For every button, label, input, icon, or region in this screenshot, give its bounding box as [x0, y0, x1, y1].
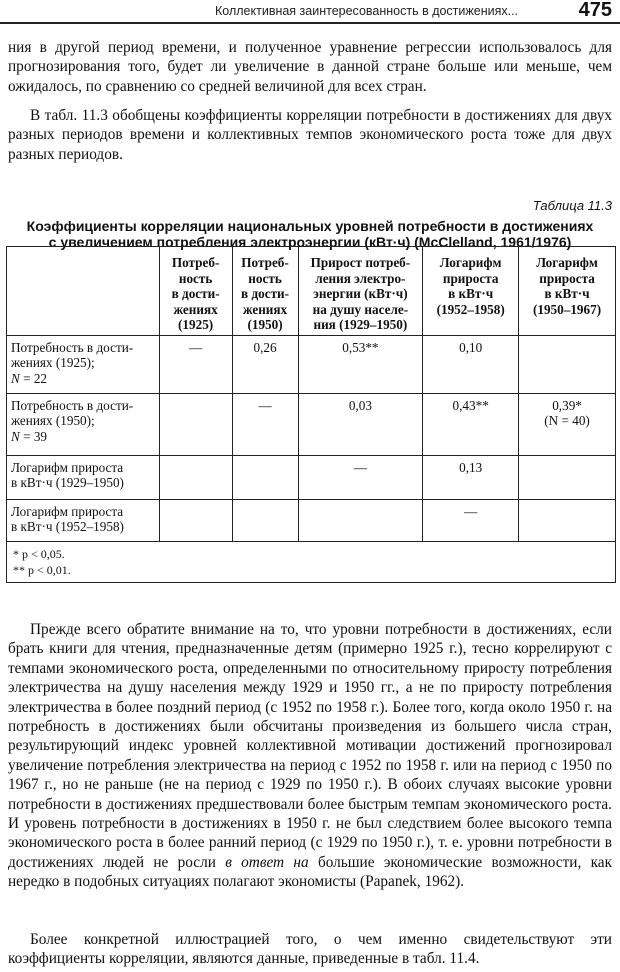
table-cell: 0,39* (N = 40)	[519, 393, 616, 455]
table-row	[7, 393, 616, 455]
table-cell	[519, 455, 616, 499]
header-cell-log-1950-1967: Логарифм прироста в кВт·ч (1950–1967)	[519, 247, 616, 336]
table-cell	[159, 455, 232, 499]
table-cell: —	[232, 393, 298, 455]
table-cell	[159, 499, 232, 541]
table-cell	[232, 455, 298, 499]
table-caption-line-2: с увеличением потребления электроэнергии (кВт·ч) (McClelland, 1961/1976)	[48, 234, 572, 250]
paragraph-3-part-b: большие экономические возможности, как нередко в подобных ситуациях полагают экономисты (Papanek, 1962).	[8, 853, 612, 891]
table-cell: —	[423, 499, 519, 541]
table-cell	[159, 393, 232, 455]
table-cell: 0,13	[423, 455, 519, 499]
paragraph-3	[8, 620, 612, 892]
paragraph-4: Более конкретной иллюстрацией того, о чем именно свидетельствуют эти коэффициенты корреляции, являются данные, приведенные в табл. 11.4.	[8, 931, 612, 968]
footnote: * p < 0,05.	[13, 546, 65, 561]
header-empty-cell	[7, 247, 160, 336]
page-number: 475	[578, 0, 612, 21]
table-row	[7, 499, 616, 541]
table-cell: 0,10	[423, 335, 519, 393]
table-cell: 0,26	[232, 335, 298, 393]
row-label-text: Потребность в дости- жениях (1950);	[11, 397, 134, 428]
row-n-label: N	[11, 428, 20, 444]
row-n-label: N	[11, 370, 20, 386]
table-cell	[298, 499, 423, 541]
running-header	[0, 0, 620, 28]
table-cell	[519, 335, 616, 393]
row-label: Логарифм прироста в кВт·ч (1929–1950)	[7, 455, 160, 499]
table-header-row	[7, 247, 616, 336]
row-label	[7, 335, 160, 393]
paragraph-3-part-a: Прежде всего обратите внимание на то, что уровни потребности в достижениях, если брать книги для чтения, предназначенные детям (примерно 1925 г.), тесно коррелируют с темпами экономического роста, определенными по относительному приросту потребления электричества на душу населения между 1929 и 1950 гг., а не по приросту потребления электричества в более поздний период (с 1952 по 1958 г.). Более того, когда около 1950 г. на потребность в достижениях были обсчитаны произведения из большего числа стран, результирующий индекс уровней коллективной мотивации достижений прогнозировал увеличение потребления электричества на период с 1952 по 1958 г. или на период с 1950 по 1967 г., но не раньше (не на период с 1929 по 1950 г.). В обоих случаях высокие уровни потребности в достижениях предшествовали более быстрым темпам экономического роста. И уровень потребности в достижениях в 1950 г. не был следствием более высокого темпа экономического роста в более ранний период (с 1929 по 1950 г.), т. е. уровни потребности в достижениях людей не росли	[8, 621, 612, 871]
running-header-title: Коллективная заинтересованность в достижениях...	[215, 4, 519, 18]
table-footnote-row	[7, 541, 616, 582]
header-cell-nach-1950: Потреб- ность в дости- жениях (1950)	[232, 247, 298, 336]
table-cell	[519, 499, 616, 541]
row-n-value: = 39	[19, 428, 48, 444]
paragraph-2: В табл. 11.3 обобщены коэффициенты корреляции потребности в достижениях для двух разных периодов времени и коллективных темпов экономического роста тоже для двух разных периодов.	[8, 107, 612, 163]
header-rule	[0, 22, 620, 24]
table-caption-line-1: Коэффициенты корреляции национальных уровней потребности в достижениях	[26, 218, 594, 234]
header-cell-kwh-1929-1950: Прирост потреб- ления электро- энергии (кВт·ч) на душу населе- ния (1929–1950)	[298, 247, 423, 336]
table-cell: —	[159, 335, 232, 393]
table-cell: 0,43**	[423, 393, 519, 455]
table-row	[7, 455, 616, 499]
header-cell-nach-1925: Потреб- ность в дости- жениях (1925)	[159, 247, 232, 336]
row-label: Логарифм прироста в кВт·ч (1952–1958)	[7, 499, 160, 541]
row-n-value: = 22	[19, 370, 48, 386]
paragraph-1: ния в другой период времени, и полученное уравнение регрессии использовалось для прогнозирования того, будет ли увеличение в данной стране больше или меньше, чем ожидалось, по сравнению со средней величиной для всех стран.	[8, 39, 612, 95]
correlation-table	[6, 246, 616, 583]
paragraph-3-emphasis: в ответ на	[225, 853, 309, 871]
table-row	[7, 335, 616, 393]
footnote: ** p < 0,01.	[13, 562, 71, 577]
table-cell	[232, 499, 298, 541]
header-cell-log-1952-1958: Логарифм прироста в кВт·ч (1952–1958)	[423, 247, 519, 336]
row-label-text: Потребность в дости- жениях (1925);	[11, 339, 134, 370]
table-cell: 0,53**	[298, 335, 423, 393]
row-label	[7, 393, 160, 455]
table-footnotes	[7, 541, 616, 582]
table-cell: 0,03	[298, 393, 423, 455]
table-cell: —	[298, 455, 423, 499]
table-number: Таблица 11.3	[532, 198, 612, 213]
